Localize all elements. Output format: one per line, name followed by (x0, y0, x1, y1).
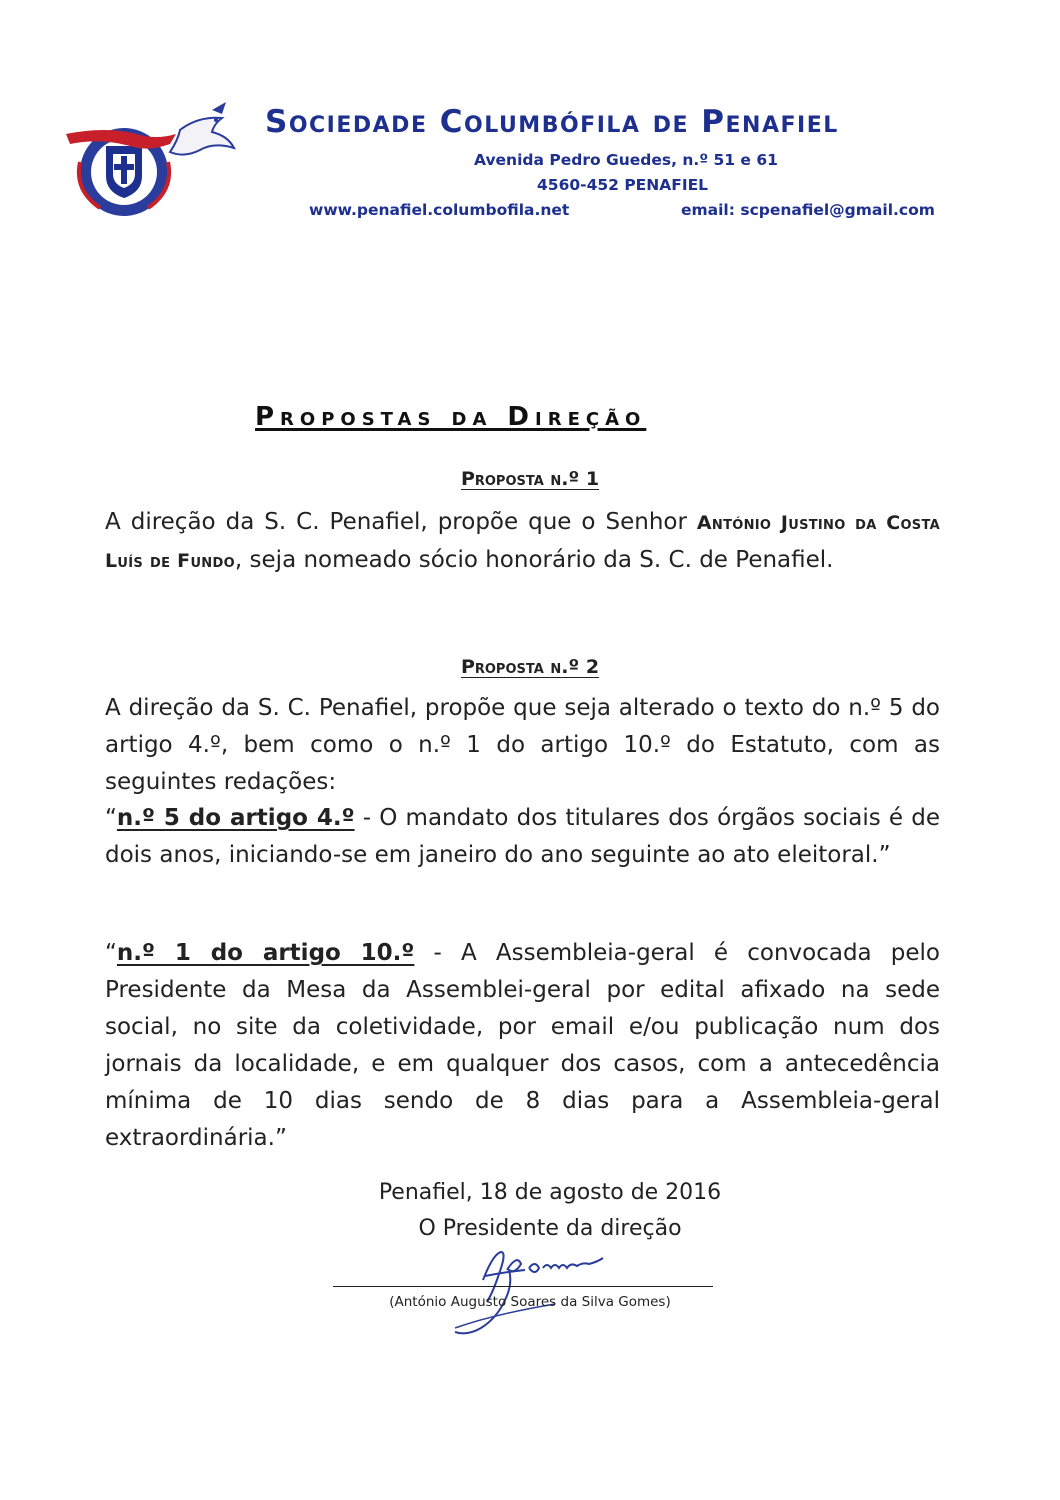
quote-1-reference: n.º 5 do artigo 4.º (116, 805, 355, 831)
email-link[interactable]: email: scpenafiel@gmail.com (681, 201, 935, 219)
signer-role: O Presidente da direção (418, 1216, 682, 1241)
handwritten-signature (445, 1240, 625, 1340)
signer-name: (António Augusto Soares da Silva Gomes) (389, 1294, 671, 1310)
address-street: Avenida Pedro Guedes, n.º 51 e 61 (474, 151, 778, 169)
quote-2-reference: n.º 1 do artigo 10.º (116, 940, 415, 966)
proposal-2-heading: Proposta n.º 2 (460, 656, 600, 678)
address-postal: 4560-452 PENAFIEL (537, 176, 709, 194)
quote-2-text: - A Assembleia-geral é convocada pelo Presidente da Mesa da Assemblei-geral por edital afixado na sede social, no site da coletividade, por email e/ou publicação num dos jornais da localidade, e em qualquer dos casos, com a antecedência mínima de 10 dias sendo de 8 dias para a Assembleia-geral extraordinária.” (105, 940, 941, 1151)
proposal-1-text-before: A direção da S. C. Penafiel, propõe que o Senhor (105, 509, 697, 535)
proposal-2-quote-1: “n.º 5 do artigo 4.º - O mandato dos titulares dos órgãos sociais é de dois anos, iniciando-se em janeiro do ano seguinte ao ato eleitoral.” (105, 805, 940, 868)
club-logo (62, 100, 242, 220)
quote-1-text: - O mandato dos titulares dos órgãos sociais é de dois anos, iniciando-se em janeiro do ano seguinte ao ato eleitoral.” (105, 805, 940, 868)
proposal-1-text-after: , seja nomeado sócio honorário da S. C. de Penafiel. (234, 547, 834, 573)
website-link[interactable]: www.penafiel.columbofila.net (309, 201, 570, 219)
proposal-1-heading: Proposta n.º 1 (460, 468, 600, 490)
place-and-date: Penafiel, 18 de agosto de 2016 (378, 1180, 722, 1205)
document-title: Propostas da Direção (255, 402, 647, 432)
signature-line (333, 1286, 713, 1287)
proposal-1-text (105, 504, 940, 580)
proposal-2-quote-2: “n.º 1 do artigo 10.º - A Assembleia-geral é convocada pelo Presidente da Mesa da Assemblei-geral por edital afixado na sede social, no site da coletividade, por email e/ou publicação num dos jornais da localidade, e em qualquer dos casos, com a antecedência mínima de 10 dias sendo de 8 dias para a Assembleia-geral extraordinária.” (105, 940, 941, 1151)
honoree-name: António Justino da Costa Luís de Fundo (105, 512, 940, 572)
proposal-2-intro: A direção da S. C. Penafiel, propõe que seja alterado o texto do n.º 5 do artigo 4.º, bem como o n.º 1 do artigo 10.º do Estatuto, com as seguintes redações: (105, 695, 940, 795)
organization-name: Sociedade Columbófila de Penafiel (265, 104, 839, 140)
